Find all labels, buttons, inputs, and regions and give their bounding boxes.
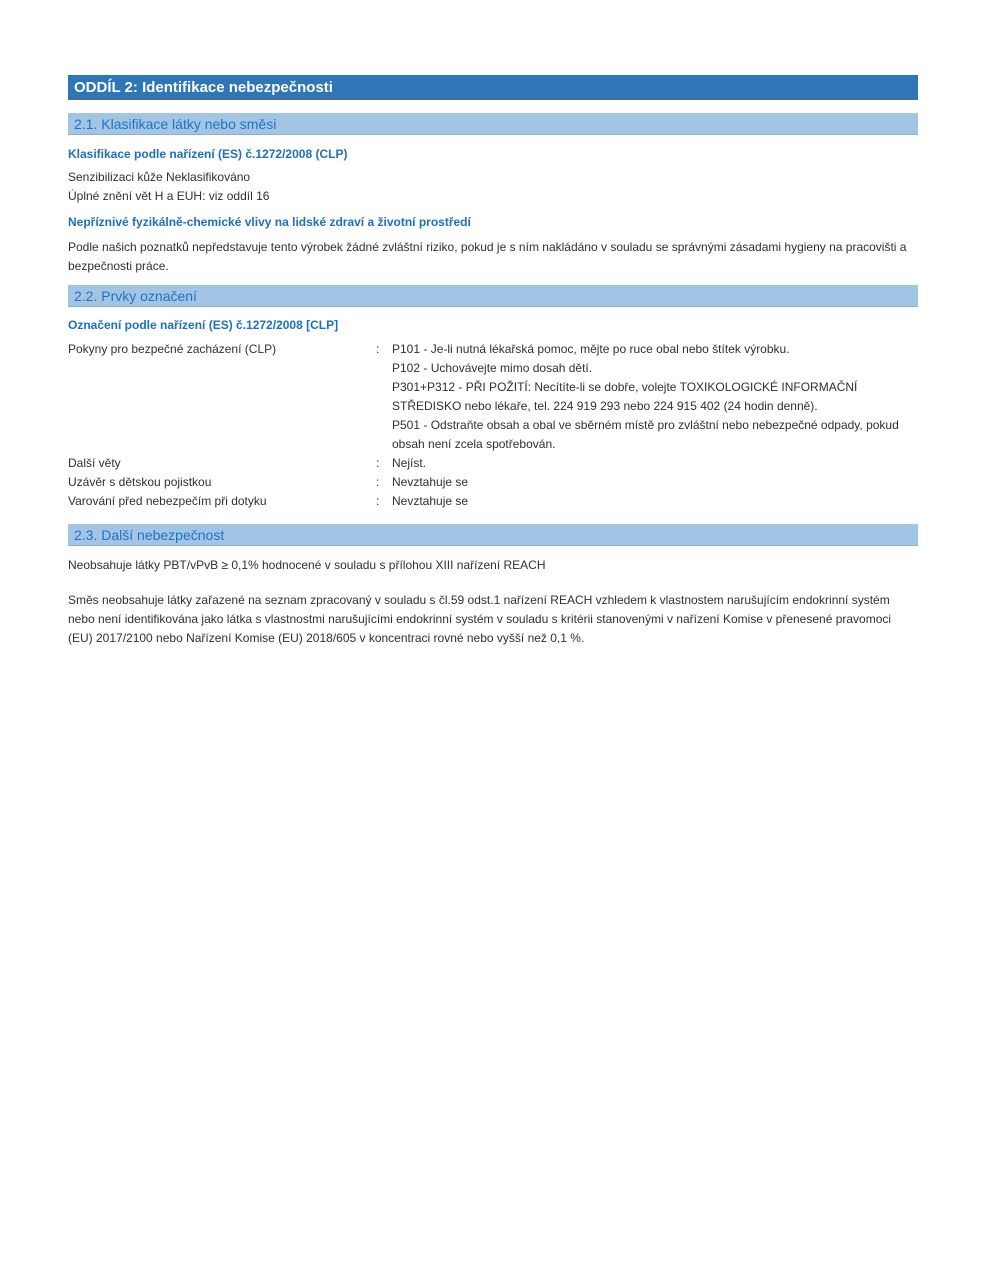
p301-p312-statement: P301+P312 - PŘI POŽITÍ: Necítíte-li se dobře, volejte TOXIKOLOGICKÉ INFORMAČNÍ STŘEDISKO nebo lékaře, tel. 224 919 293 nebo 224 915 402 (24 hodin denně). bbox=[392, 380, 858, 413]
labelling-clp-heading: Označení podle nařízení (ES) č.1272/2008 [CLP] bbox=[68, 318, 339, 332]
p101-statement: P101 - Je-li nutná lékařská pomoc, mějte po ruce obal nebo štítek výrobku. bbox=[392, 342, 790, 356]
adverse-effects-paragraph: Podle našich poznatků nepředstavuje tento výrobek žádné zvláštní riziko, pokud je s ním nakládáno v souladu se správnými zásadami hygieny na pracovišti a bezpečnosti práce. bbox=[68, 240, 907, 273]
row-label-child-resistant-closure: Uzávěr s dětskou pojistkou bbox=[68, 475, 212, 489]
adverse-effects-heading: Nepříznivé fyzikálně-chemické vlivy na lidské zdraví a životní prostředí bbox=[68, 215, 471, 229]
skin-sensitisation-line: Senzibilizaci kůže Neklasifikováno bbox=[68, 170, 251, 184]
p501-statement: P501 - Odstraňte obsah a obal ve sběrném místě pro zvláštní nebo nebezpečné odpady, pokud obsah není zcela spotřebován. bbox=[392, 418, 899, 451]
subsection-2-2-header-bar: 2.2. Prvky označení bbox=[68, 285, 918, 307]
section-2-header-bar: ODDÍL 2: Identifikace nebezpečnosti bbox=[68, 75, 918, 100]
row-label-additional-phrases: Další věty bbox=[68, 456, 121, 470]
labelling-details-table bbox=[68, 340, 918, 511]
row-label-tactile-warning: Varování před nebezpečím při dotyku bbox=[68, 494, 267, 508]
endocrine-disruptor-paragraph: Směs neobsahuje látky zařazené na seznam zpracovaný v souladu s čl.59 odst.1 nařízení REACH vzhledem k vlastnostem narušujícím endokrinní systém nebo není identifikována jako látka s vlastnostmi narušujícími endokrinní systém v souladu s kritérii stanovenými v nařízení Komise v přenesené pravomoci (EU) 2017/2100 nebo Nařízení Komise (EU) 2018/605 v koncentraci rovné nebo vyšší než 0,1 %. bbox=[68, 593, 892, 645]
row-value-tactile-warning: Nevztahuje se bbox=[392, 494, 469, 508]
row-values-precautionary-statements bbox=[392, 340, 918, 454]
p102-statement: P102 - Uchovávejte mimo dosah dětí. bbox=[392, 361, 593, 375]
sds-section-2 bbox=[68, 75, 918, 648]
table-row-precautionary-statements bbox=[68, 340, 918, 454]
full-text-h-euh-line: Úplné znění vět H a EUH: viz oddíl 16 bbox=[68, 189, 270, 203]
row-colon: : bbox=[376, 342, 380, 356]
row-colon: : bbox=[376, 456, 380, 470]
row-label-precautionary-statements: Pokyny pro bezpečné zacházení (CLP) bbox=[68, 342, 277, 356]
subsection-2-3-header-bar: 2.3. Další nebezpečnost bbox=[68, 524, 918, 546]
table-row-tactile-warning bbox=[68, 492, 918, 511]
table-row-additional-phrases bbox=[68, 454, 918, 473]
row-value-child-resistant-closure: Nevztahuje se bbox=[392, 475, 469, 489]
table-row-child-resistant-closure bbox=[68, 473, 918, 492]
row-colon: : bbox=[376, 494, 380, 508]
classification-clp-heading: Klasifikace podle nařízení (ES) č.1272/2008 (CLP) bbox=[68, 147, 348, 161]
classification-text-block bbox=[68, 168, 918, 206]
row-value-additional-phrases: Nejíst. bbox=[392, 456, 427, 470]
subsection-2-1-header-bar: 2.1. Klasifikace látky nebo směsi bbox=[68, 113, 918, 135]
row-colon: : bbox=[376, 475, 380, 489]
pbt-vpvb-line: Neobsahuje látky PBT/vPvB ≥ 0,1% hodnocené v souladu s přílohou XIII nařízení REACH bbox=[68, 558, 546, 572]
